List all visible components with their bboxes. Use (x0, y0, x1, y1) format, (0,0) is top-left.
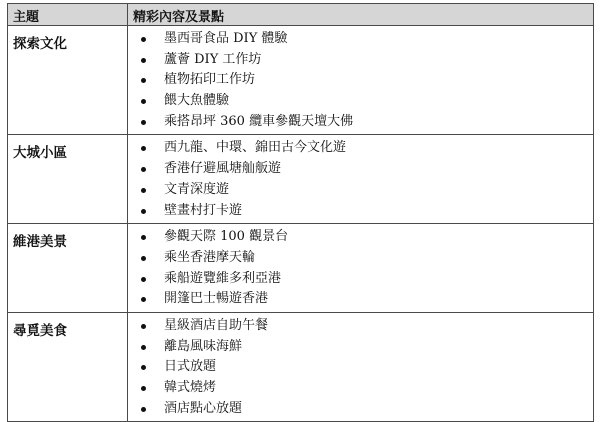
list-item: 西九龍、中環、錦田古今文化遊 (128, 138, 593, 159)
list-item: 參觀天際 100 觀景台 (128, 227, 593, 248)
list-item: 文青深度遊 (128, 180, 593, 201)
bullet-list (128, 316, 593, 419)
list-item: 日式放題 (128, 357, 593, 378)
list-item: 乘船遊覽維多利亞港 (128, 269, 593, 290)
table-row (8, 135, 594, 224)
list-item: 壁畫村打卡遊 (128, 201, 593, 222)
table-row (8, 26, 594, 135)
bullet-list (128, 29, 593, 132)
list-item: 乘坐香港摩天輪 (128, 248, 593, 269)
list-item: 離島風味海鮮 (128, 337, 593, 358)
items-cell (128, 312, 594, 421)
items-cell (128, 224, 594, 313)
table-row (8, 224, 594, 313)
table-header-row (8, 4, 594, 26)
list-item: 酒店點心放題 (128, 399, 593, 420)
theme-cell: 尋覓美食 (8, 312, 128, 421)
bullet-list (128, 138, 593, 221)
list-item: 植物拓印工作坊 (128, 70, 593, 91)
list-item: 星級酒店自助午餐 (128, 316, 593, 337)
list-item: 香港仔避風塘舢舨遊 (128, 159, 593, 180)
itinerary-table (7, 3, 594, 422)
items-cell (128, 26, 594, 135)
header-highlights: 精彩內容及景點 (128, 4, 594, 26)
list-item: 蘆薈 DIY 工作坊 (128, 50, 593, 71)
document-page (7, 3, 593, 422)
list-item: 開篷巴士暢遊香港 (128, 289, 593, 310)
header-theme: 主題 (8, 4, 128, 26)
theme-cell: 大城小區 (8, 135, 128, 224)
table-row (8, 312, 594, 421)
list-item: 餵大魚體驗 (128, 91, 593, 112)
theme-cell: 探索文化 (8, 26, 128, 135)
theme-cell: 維港美景 (8, 224, 128, 313)
list-item: 韓式燒烤 (128, 378, 593, 399)
bullet-list (128, 227, 593, 310)
items-cell (128, 135, 594, 224)
list-item: 乘搭昂坪 360 纜車參觀天壇大佛 (128, 112, 593, 133)
list-item: 墨西哥食品 DIY 體驗 (128, 29, 593, 50)
